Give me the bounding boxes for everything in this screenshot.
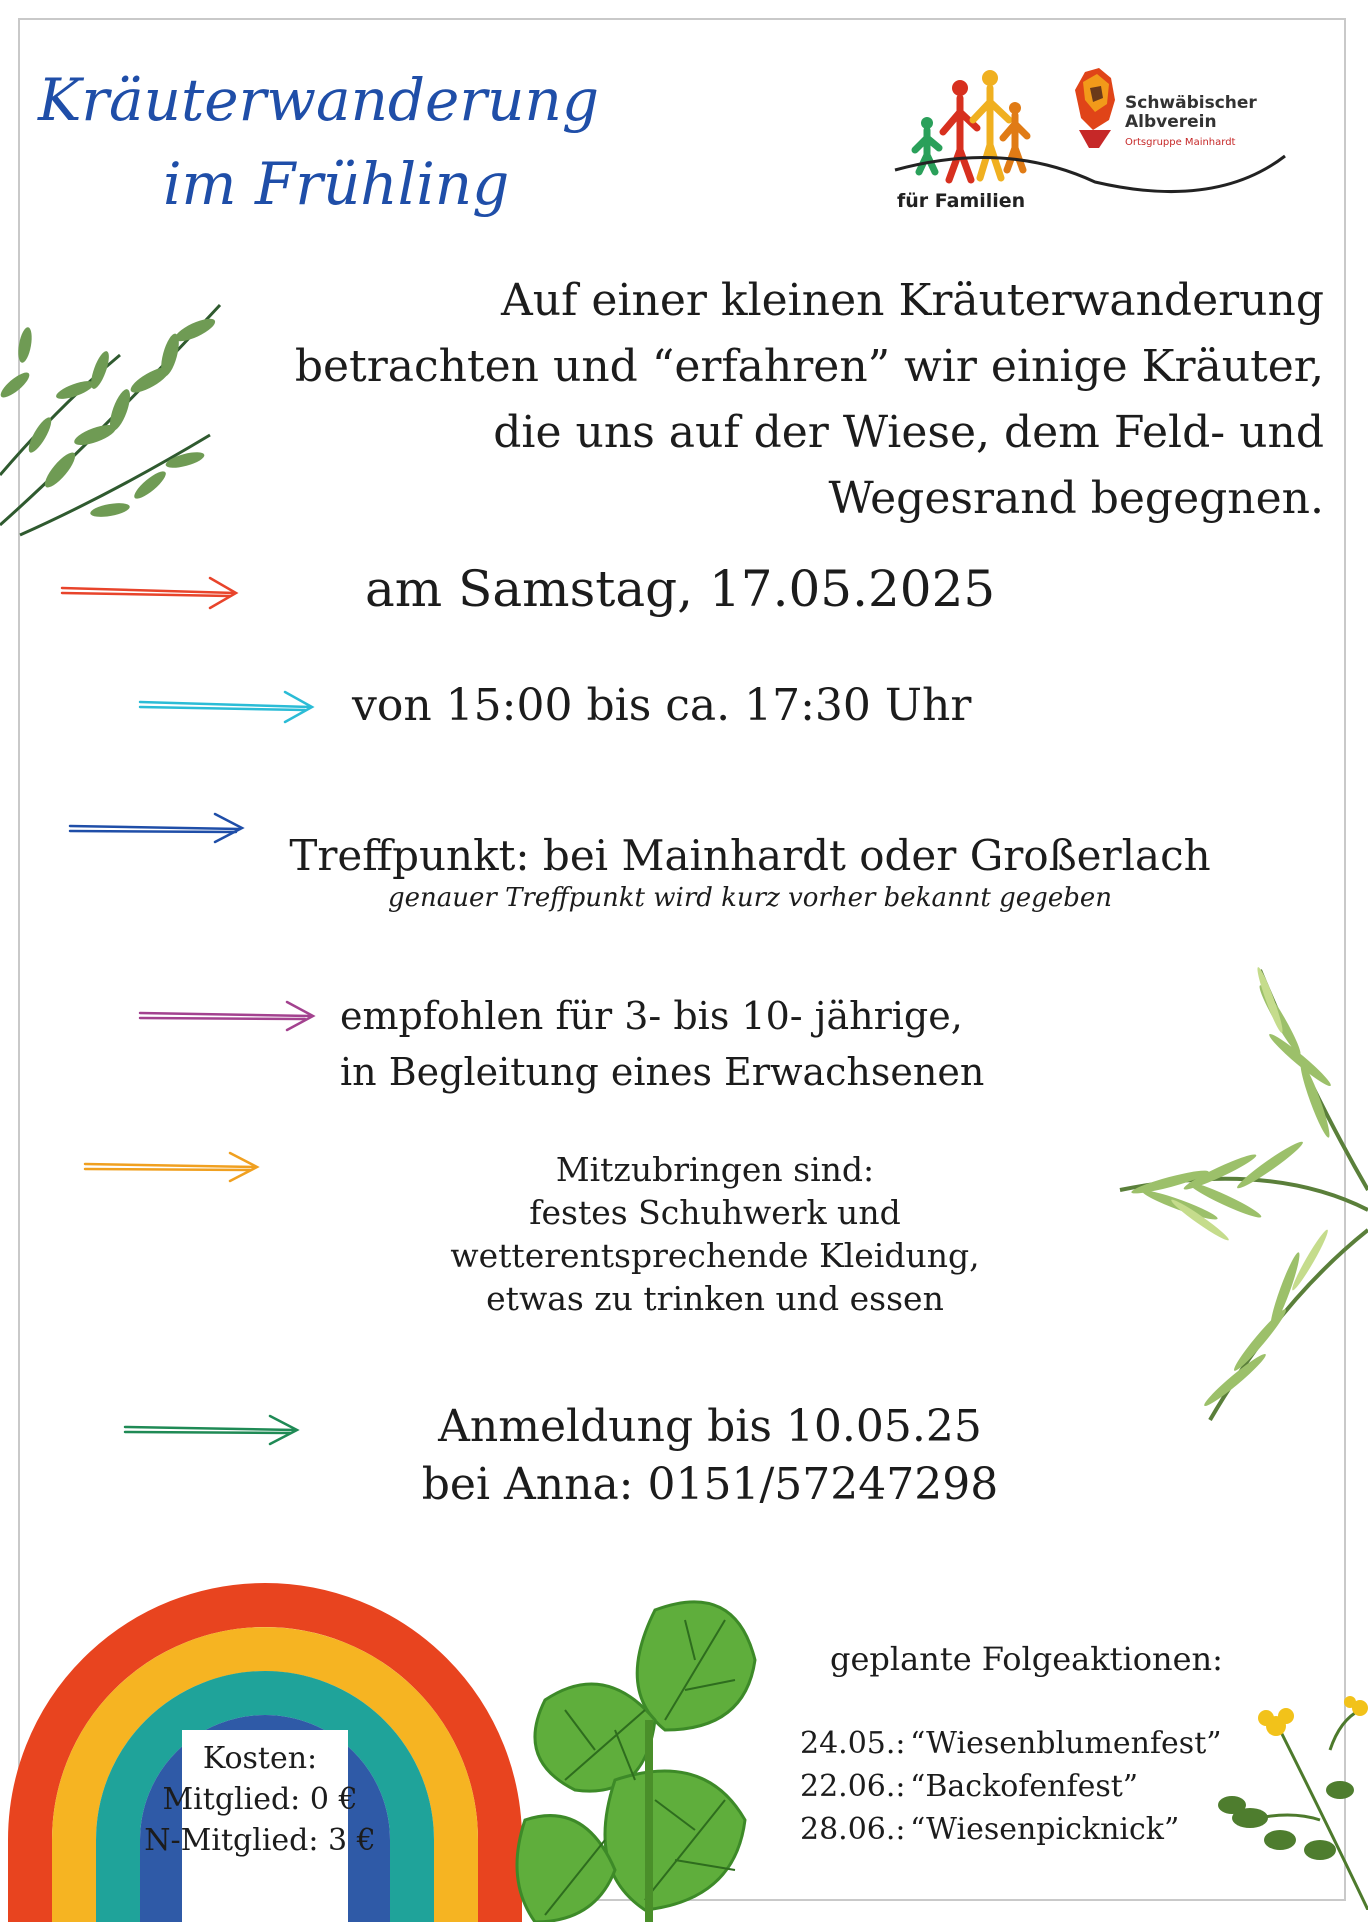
cost-heading: Kosten: [202, 1741, 318, 1776]
follow-up-heading: geplante Folgeaktionen: [830, 1640, 1223, 1678]
title-line-2: im Frühling [163, 150, 510, 218]
registration-deadline: Anmeldung bis 10.05.25 [438, 1401, 982, 1452]
arrow-icon [140, 1002, 313, 1030]
club-name-1: Schwäbischer [1125, 93, 1257, 113]
cost-non-member: N-Mitglied: 3 € [144, 1823, 376, 1858]
arrow-icon [125, 1416, 297, 1444]
rainbow-icon [0, 1540, 540, 1922]
intro-line-2: betrachten und “erfahren” wir einige Kräuter, [294, 341, 1324, 392]
age-line-1: empfohlen für 3- bis 10- jährige, [340, 994, 963, 1038]
arrow-icon [70, 814, 242, 842]
bring-heading: Mitzubringen sind: [555, 1150, 875, 1189]
follow-up-event: “Wiesenpicknick” [910, 1812, 1180, 1847]
intro-line-4: Wegesrand begegnen. [828, 473, 1324, 524]
meeting-point [275, 830, 1225, 914]
registration [400, 1398, 1020, 1514]
arrow-icon [62, 578, 236, 608]
cost-member: Mitglied: 0 € [162, 1782, 358, 1817]
bring-item: festes Schuhwerk und [529, 1193, 901, 1232]
bring-item: wetterentsprechende Kleidung, [450, 1236, 980, 1275]
intro-line-1: Auf einer kleinen Kräuterwanderung [501, 275, 1324, 326]
follow-up-date: 28.06.: [800, 1812, 906, 1847]
list-item [800, 1765, 1222, 1808]
age-recommendation [340, 988, 1060, 1100]
title-line-1: Kräuterwanderung [38, 66, 599, 134]
arrow-icon [85, 1153, 257, 1181]
family-label: für Familien [897, 190, 1026, 212]
list-item [800, 1722, 1222, 1765]
follow-up-date: 22.06.: [800, 1769, 906, 1804]
arrow-icon [140, 692, 312, 722]
age-line-2: in Begleitung eines Erwachsenen [340, 1050, 985, 1094]
bring-item: etwas zu trinken und essen [486, 1279, 944, 1318]
intro-line-3: die uns auf der Wiese, dem Feld- und [493, 407, 1324, 458]
club-subtitle: Ortsgruppe Mainhardt [1125, 137, 1236, 148]
bring-list [410, 1148, 1020, 1320]
rosemary-icon [1110, 960, 1368, 1430]
event-time: von 15:00 bis ca. 17:30 Uhr [352, 680, 972, 731]
event-date: am Samstag, 17.05.2025 [365, 560, 996, 618]
registration-contact: bei Anna: 0151/57247298 [421, 1459, 999, 1510]
follow-up-event: “Wiesenblumenfest” [910, 1726, 1222, 1761]
follow-up-date: 24.05.: [800, 1726, 906, 1761]
mint-leaves-icon [505, 1580, 795, 1922]
follow-up-event: “Backofenfest” [910, 1769, 1139, 1804]
cost-info [135, 1738, 385, 1861]
club-name-2: Albverein [1125, 112, 1217, 132]
list-item [800, 1808, 1222, 1851]
meeting-point-note: genauer Treffpunkt wird kurz vorher bekannt gegeben [387, 883, 1112, 913]
meeting-point-text: Treffpunkt: bei Mainhardt oder Großerlach [289, 831, 1211, 880]
follow-up-list [800, 1722, 1222, 1851]
celandine-flower-icon [1210, 1690, 1368, 1910]
